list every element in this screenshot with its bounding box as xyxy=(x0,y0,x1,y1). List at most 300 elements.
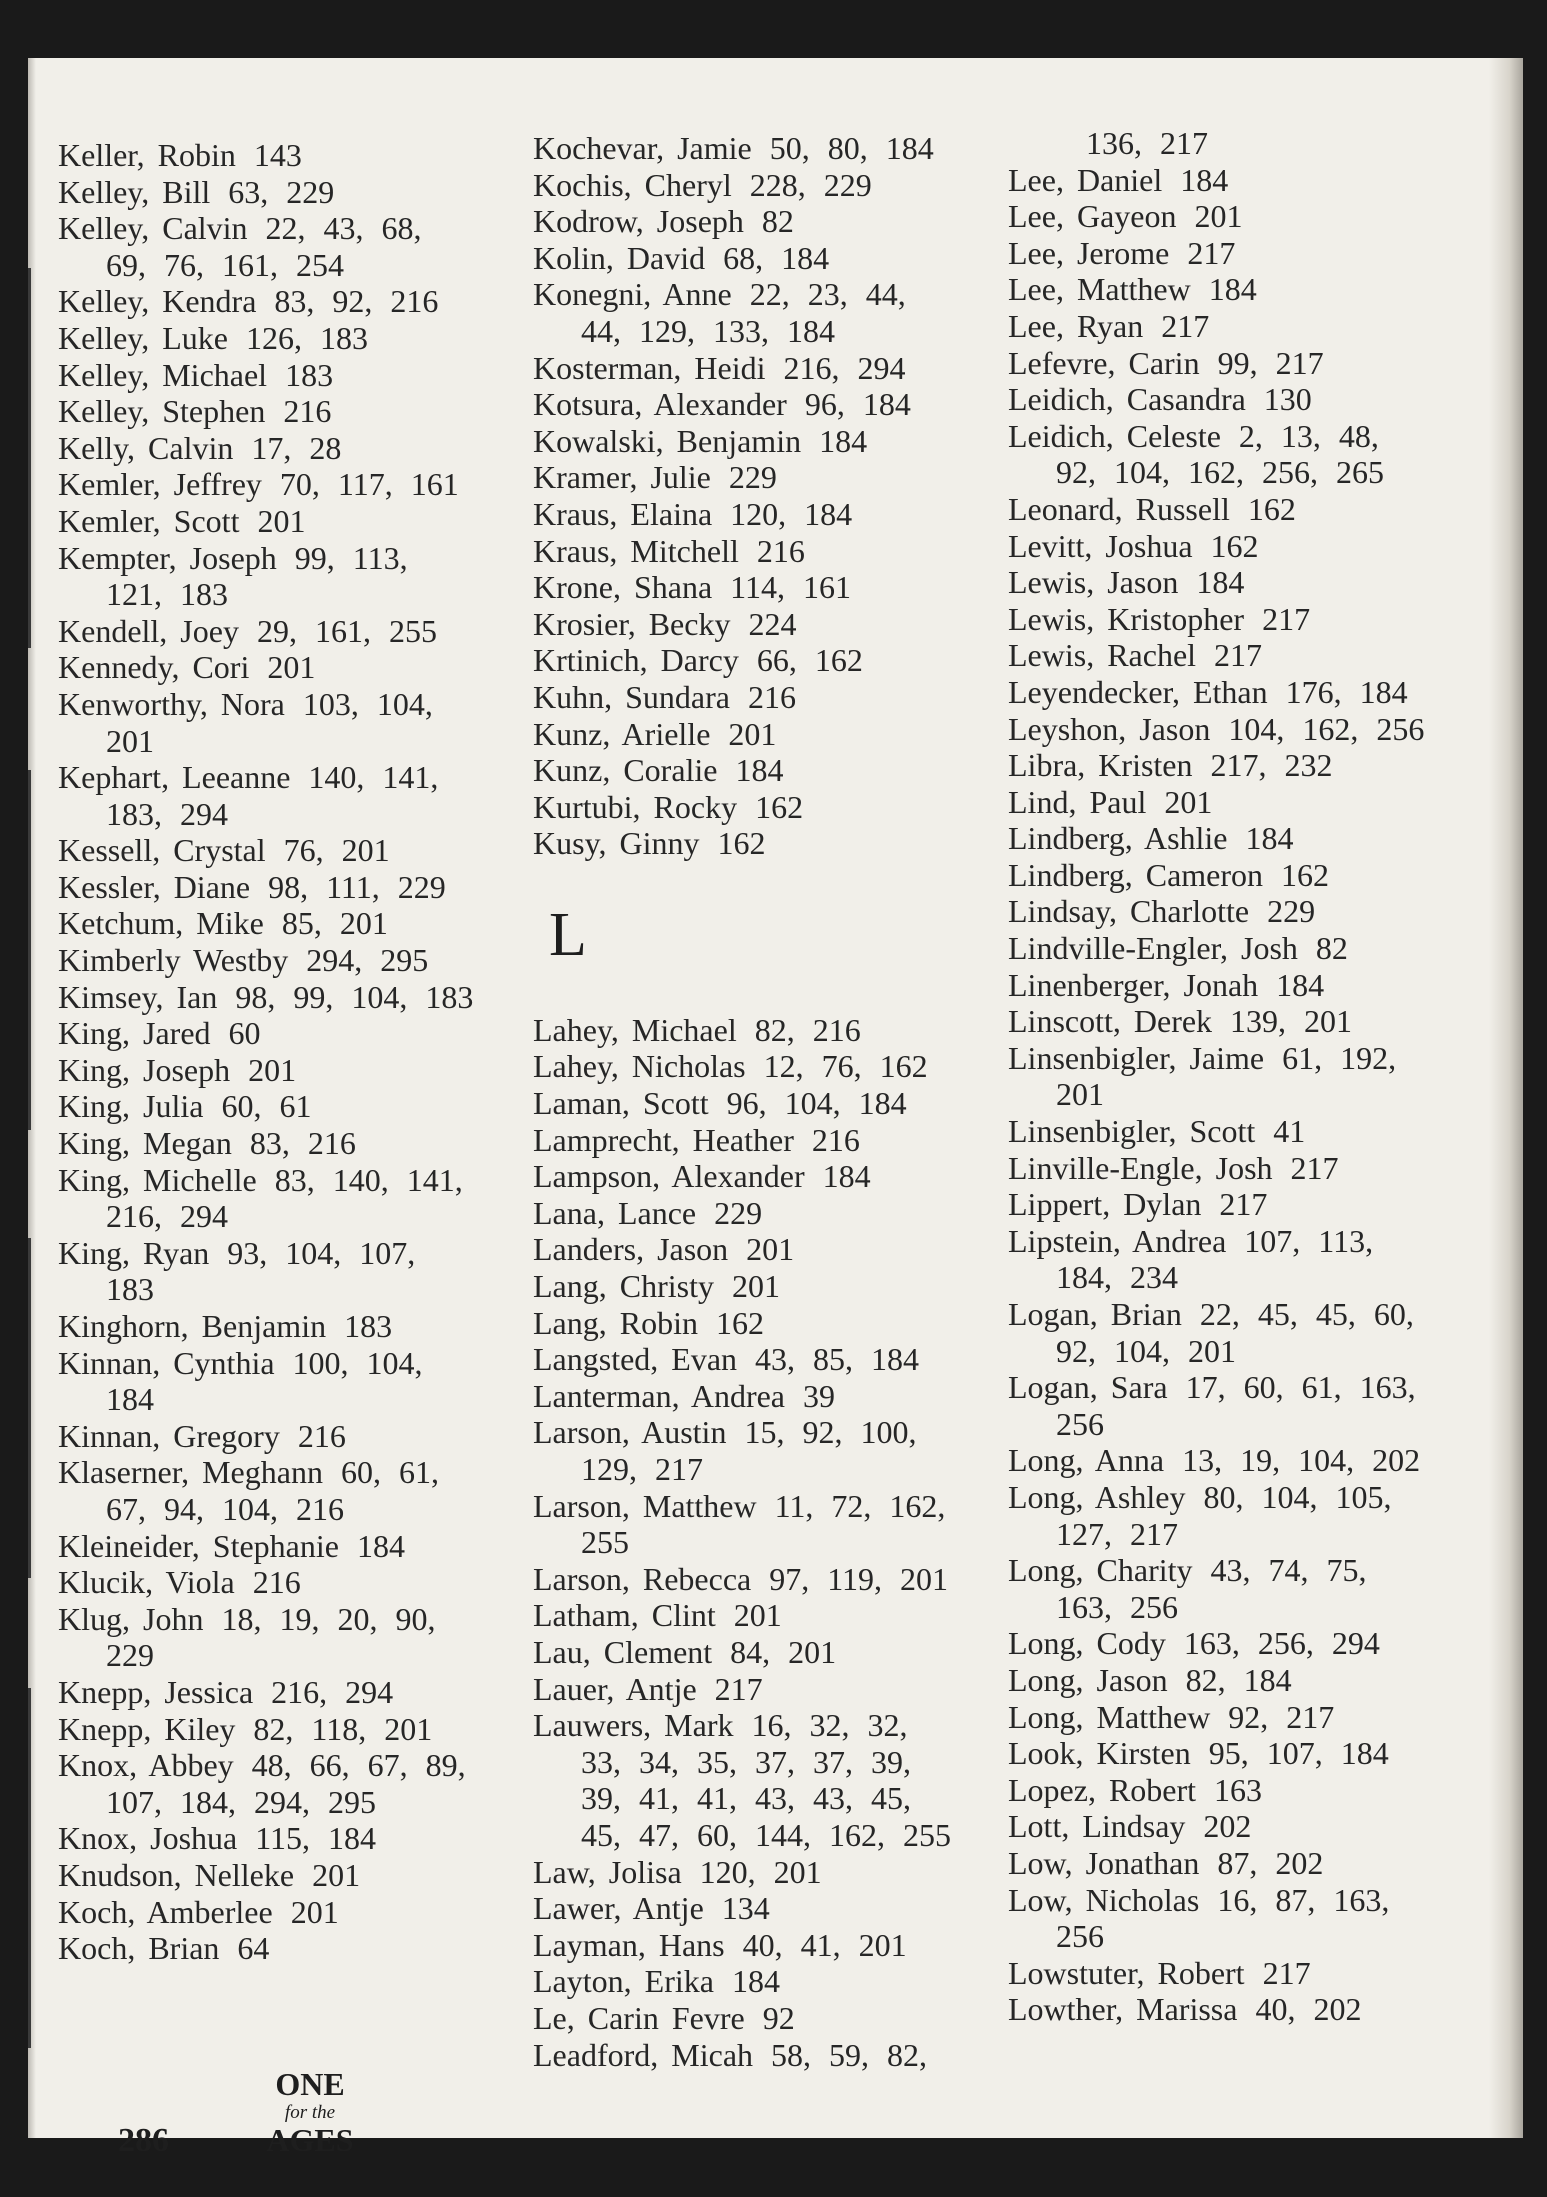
index-entry xyxy=(1008,601,1488,638)
entry-pages: 18, 19, 20, 90, xyxy=(221,1600,436,1637)
entry-name: Krone, Shana xyxy=(533,569,713,606)
index-entry xyxy=(533,825,1013,862)
index-entry xyxy=(533,1048,1013,1085)
entry-pages: 216 xyxy=(756,532,805,569)
entry-name: Lippert, Dylan xyxy=(1008,1186,1202,1223)
entry-name: Kessler, Diane xyxy=(58,868,251,905)
index-entry xyxy=(58,1015,538,1052)
index-entry xyxy=(533,240,1013,277)
entry-name: Libra, Kristen xyxy=(1008,747,1193,784)
entry-pages: 134 xyxy=(721,1890,770,1927)
index-entry xyxy=(533,716,1013,753)
entry-pages: 40, 41, 201 xyxy=(742,1926,907,1963)
index-entry xyxy=(58,174,538,211)
entry-pages: 184 xyxy=(1208,271,1257,308)
index-entry xyxy=(533,1597,1013,1634)
index-entry xyxy=(58,686,538,759)
entry-name: Linville-Engle, Josh xyxy=(1008,1149,1273,1186)
entry-pages: 143 xyxy=(253,137,302,173)
entry-name: Lowstuter, Robert xyxy=(1008,1954,1245,1991)
index-entry xyxy=(533,679,1013,716)
entry-pages-continued: 121, 183 xyxy=(106,576,228,613)
entry-pages: 140, 141, xyxy=(308,759,439,796)
entry-name: Long, Matthew xyxy=(1008,1698,1211,1735)
entry-pages: 64 xyxy=(237,1930,270,1967)
index-entry xyxy=(533,130,1013,167)
index-entry xyxy=(1008,1223,1488,1296)
entry-name: Lee, Daniel xyxy=(1008,161,1163,198)
index-entry xyxy=(58,210,538,283)
index-entry xyxy=(1008,1735,1488,1772)
entry-name: Lewis, Kristopher xyxy=(1008,600,1245,637)
entry-pages-continued: 92, 104, 201 xyxy=(1056,1332,1236,1369)
entry-name: Lindsay, Charlotte xyxy=(1008,893,1250,930)
entry-pages: 217 xyxy=(1290,1149,1339,1186)
index-entry xyxy=(58,1894,538,1931)
entry-pages-continued: 69, 76, 161, 254 xyxy=(106,246,344,283)
entry-name: Lindville-Engler, Josh xyxy=(1008,930,1298,967)
index-entry xyxy=(533,1195,1013,1232)
index-entry xyxy=(533,606,1013,643)
index-entry xyxy=(58,430,538,467)
index-entry xyxy=(1008,198,1488,235)
entry-name: Lahey, Nicholas xyxy=(533,1048,746,1085)
entry-name: Lee, Gayeon xyxy=(1008,198,1177,235)
index-entry xyxy=(533,1890,1013,1927)
entry-pages: 76, 201 xyxy=(283,832,390,869)
entry-name: Knepp, Jessica xyxy=(58,1673,254,1710)
index-entry xyxy=(1008,1040,1488,1113)
entry-name: Lipstein, Andrea xyxy=(1008,1222,1227,1259)
entry-name: Linscott, Derek xyxy=(1008,1003,1213,1040)
index-entry xyxy=(58,1052,538,1089)
entry-pages: 29, 161, 255 xyxy=(256,612,437,649)
entry-pages: 107, 113, xyxy=(1244,1222,1374,1259)
index-entry xyxy=(58,320,538,357)
index-entry xyxy=(58,1711,538,1748)
entry-name: Koch, Brian xyxy=(58,1930,220,1967)
index-entry xyxy=(58,1345,538,1418)
entry-name: King, Joseph xyxy=(58,1051,231,1088)
entry-name: Layton, Erika xyxy=(533,1963,714,2000)
entry-name: Lefevre, Carin xyxy=(1008,344,1200,381)
index-entry xyxy=(1008,930,1488,967)
entry-pages: 201 xyxy=(728,715,777,752)
margin-mark xyxy=(28,1688,31,2048)
index-entry xyxy=(1008,784,1488,821)
entry-name: Kolin, David xyxy=(533,239,706,276)
entry-pages: 84, 201 xyxy=(730,1633,837,1670)
entry-name: Linsenbigler, Jaime xyxy=(1008,1039,1265,1076)
index-entry xyxy=(533,1963,1013,2000)
index-entry xyxy=(533,1305,1013,1342)
entry-pages-continued: 92, 104, 162, 256, 265 xyxy=(1056,454,1384,491)
entry-pages: 83, 216 xyxy=(249,1125,356,1162)
index-entry xyxy=(58,942,538,979)
index-entry xyxy=(533,789,1013,826)
entry-pages: 184 xyxy=(1245,820,1294,857)
entry-pages: 83, 92, 216 xyxy=(274,283,439,320)
entry-name: Kodrow, Joseph xyxy=(533,203,744,240)
entry-name: Lopez, Robert xyxy=(1008,1771,1197,1808)
entry-name: Leonard, Russell xyxy=(1008,490,1230,527)
entry-pages: 11, 72, 162, xyxy=(774,1487,946,1524)
entry-name: Larson, Rebecca xyxy=(533,1560,752,1597)
index-entry xyxy=(533,2000,1013,2037)
index-entry xyxy=(1008,893,1488,930)
entry-pages: 17, 28 xyxy=(251,429,342,466)
entry-name: Low, Nicholas xyxy=(1008,1881,1200,1918)
entry-name: Linenberger, Jonah xyxy=(1008,966,1259,1003)
entry-pages: 16, 87, 163, xyxy=(1217,1881,1390,1918)
entry-name: Larson, Matthew xyxy=(533,1487,757,1524)
entry-name: Kleineider, Stephanie xyxy=(58,1527,339,1564)
entry-pages: 184 xyxy=(731,1963,780,2000)
index-entry xyxy=(533,2037,1013,2074)
entry-pages: 40, 202 xyxy=(1255,1991,1362,2028)
index-entry xyxy=(1008,1625,1488,1662)
index-entry xyxy=(1008,1150,1488,1187)
index-entry xyxy=(58,466,538,503)
entry-name: Logan, Brian xyxy=(1008,1296,1182,1332)
entry-pages: 202 xyxy=(1203,1808,1252,1845)
entry-name: Kunz, Arielle xyxy=(533,715,711,752)
index-entry xyxy=(58,1088,538,1125)
index-entry xyxy=(1008,637,1488,674)
index-entry xyxy=(533,203,1013,240)
entry-pages: 162 xyxy=(1281,856,1330,893)
entry-name: Kosterman, Heidi xyxy=(533,349,766,386)
index-entry xyxy=(1008,711,1488,748)
index-entry xyxy=(533,569,1013,606)
entry-pages: 216 xyxy=(252,1564,301,1601)
index-entry xyxy=(533,386,1013,423)
entry-pages-continued: 201 xyxy=(1056,1076,1104,1113)
entry-pages: 229 xyxy=(1267,893,1316,930)
entry-name: Larson, Austin xyxy=(533,1414,727,1451)
index-entry xyxy=(1008,564,1488,601)
index-entry xyxy=(1008,345,1488,382)
entry-name: Kraus, Elaina xyxy=(533,495,713,532)
entry-name: Look, Kirsten xyxy=(1008,1735,1191,1772)
entry-pages-continued: 129, 217 xyxy=(581,1451,703,1487)
entry-pages: 58, 59, 82, xyxy=(771,2036,928,2073)
entry-pages: 184 xyxy=(1180,161,1229,198)
entry-pages: 50, 80, 184 xyxy=(769,130,934,166)
index-entry xyxy=(58,1930,538,1967)
entry-name: Kraus, Mitchell xyxy=(533,532,739,569)
entry-pages: 201 xyxy=(1164,783,1213,820)
entry-name: Kelley, Bill xyxy=(58,173,211,210)
entry-name: Kunz, Coralie xyxy=(533,752,718,789)
section-letter: L xyxy=(549,900,587,969)
entry-name: Keller, Robin xyxy=(58,137,236,173)
index-entry xyxy=(58,540,538,613)
entry-pages-continued: 256 xyxy=(1056,1918,1104,1955)
index-entry xyxy=(58,1564,538,1601)
index-entry xyxy=(533,1671,1013,1708)
index-entry xyxy=(58,283,538,320)
entry-name: Lindberg, Ashlie xyxy=(1008,820,1228,857)
index-entry xyxy=(58,649,538,686)
index-entry xyxy=(533,1158,1013,1195)
entry-name: Knox, Abbey xyxy=(58,1747,234,1784)
index-entry xyxy=(533,1561,1013,1598)
index-entry xyxy=(533,1122,1013,1159)
entry-pages: 93, 104, 107, xyxy=(227,1234,416,1271)
margin-mark xyxy=(28,1238,31,1578)
entry-name: Leyendecker, Ethan xyxy=(1008,673,1268,710)
entry-name: Lau, Clement xyxy=(533,1633,713,1670)
entry-pages: 68, 184 xyxy=(723,239,830,276)
entry-pages: 100, 104, xyxy=(292,1344,423,1381)
entry-pages: 41 xyxy=(1273,1113,1306,1150)
entry-pages-continued: 229 xyxy=(106,1637,154,1674)
entry-pages: 2, 13, 48, xyxy=(1238,417,1379,454)
index-column-2 xyxy=(533,130,1013,2073)
index-entry xyxy=(1008,1479,1488,1552)
entry-pages: 201 xyxy=(733,1597,782,1634)
entry-pages: 162 xyxy=(1210,527,1259,564)
entry-name: Lowther, Marissa xyxy=(1008,1991,1238,2028)
entry-pages: 104, 162, 256 xyxy=(1228,710,1425,747)
index-entry xyxy=(533,167,1013,204)
entry-name: Kusy, Ginny xyxy=(533,825,700,862)
entry-name: Kochevar, Jamie xyxy=(533,130,752,166)
entry-pages: 201 xyxy=(257,502,306,539)
entry-pages: 99, 113, xyxy=(294,539,408,576)
entry-name: Lang, Robin xyxy=(533,1304,698,1341)
entry-pages: 216 xyxy=(297,1417,346,1454)
entry-pages: 60, 61 xyxy=(221,1088,312,1125)
entry-name: Konegni, Anne xyxy=(533,276,732,313)
entry-name: King, Jared xyxy=(58,1015,211,1052)
entry-pages: 80, 104, 105, xyxy=(1203,1478,1392,1515)
entry-pages: 163, 256, 294 xyxy=(1183,1625,1380,1662)
entry-name: Leyshon, Jason xyxy=(1008,710,1211,747)
entry-name: Lewis, Rachel xyxy=(1008,637,1197,674)
index-column-3 xyxy=(1008,125,1488,2028)
entry-name: Knox, Joshua xyxy=(58,1820,238,1857)
entry-pages: 126, 183 xyxy=(245,319,368,356)
entry-pages: 184 xyxy=(1196,564,1245,601)
entry-pages: 162 xyxy=(755,788,804,825)
entry-pages: 96, 184 xyxy=(804,386,911,423)
entry-name: Kelley, Michael xyxy=(58,356,268,393)
entry-pages: 39 xyxy=(803,1377,835,1414)
entry-name: Ketchum, Mike xyxy=(58,905,264,942)
entry-name: Kimberly Westby xyxy=(58,942,289,979)
index-entry xyxy=(58,1125,538,1162)
entry-name: Landers, Jason xyxy=(533,1231,729,1268)
entry-pages: 217 xyxy=(714,1670,763,1707)
entry-pages: 184 xyxy=(356,1527,405,1564)
index-entry xyxy=(58,1235,538,1308)
entry-pages: 92 xyxy=(762,1999,795,2036)
entry-name: Kephart, Leeanne xyxy=(58,759,291,796)
entry-name: Knudson, Nelleke xyxy=(58,1856,295,1893)
index-entry xyxy=(533,496,1013,533)
entry-pages: 17, 60, 61, 163, xyxy=(1185,1369,1416,1406)
entry-name: Lawer, Antje xyxy=(533,1890,704,1927)
index-entry xyxy=(58,759,538,832)
entry-name: Kinghorn, Benjamin xyxy=(58,1308,327,1344)
entry-pages-continued: 136, 217 xyxy=(1086,125,1208,161)
entry-pages: 97, 119, 201 xyxy=(769,1560,949,1597)
entry-pages: 217 xyxy=(1214,637,1263,674)
entry-pages: 82 xyxy=(1315,930,1348,967)
index-entry xyxy=(58,1528,538,1565)
index-entry xyxy=(58,1454,538,1527)
entry-pages: 13, 19, 104, 202 xyxy=(1182,1442,1421,1479)
index-entry xyxy=(533,1927,1013,1964)
entry-name: Kinnan, Gregory xyxy=(58,1417,280,1454)
entry-pages: 66, 162 xyxy=(756,642,863,679)
entry-name: Lewis, Jason xyxy=(1008,564,1179,601)
entry-name: Laman, Scott xyxy=(533,1085,709,1122)
index-entry xyxy=(1008,271,1488,308)
entry-pages: 216, 294 xyxy=(783,349,906,386)
entry-name: Kendell, Joey xyxy=(58,612,239,649)
index-entry xyxy=(533,1341,1013,1378)
index-entry xyxy=(58,832,538,869)
entry-name: Lindberg, Cameron xyxy=(1008,856,1264,893)
entry-name: Langsted, Evan xyxy=(533,1341,738,1378)
entry-pages-continued: 33, 34, 35, 37, 37, 39, xyxy=(581,1743,911,1780)
entry-name: King, Megan xyxy=(58,1125,232,1162)
entry-name: King, Julia xyxy=(58,1088,204,1125)
index-entry xyxy=(533,1268,1013,1305)
index-entry xyxy=(58,1601,538,1674)
entry-name: Kelly, Calvin xyxy=(58,429,234,466)
entry-name: Kinnan, Cynthia xyxy=(58,1344,275,1381)
entry-pages-continued: 255 xyxy=(581,1524,629,1561)
entry-pages: 130 xyxy=(1263,381,1312,418)
index-entry xyxy=(533,276,1013,349)
entry-name: Knepp, Kiley xyxy=(58,1710,236,1747)
entry-name: Logan, Sara xyxy=(1008,1369,1168,1406)
logo-line-2: for the xyxy=(284,2102,336,2123)
entry-name: Kelley, Calvin xyxy=(58,210,248,247)
entry-pages: 16, 32, 32, xyxy=(751,1707,908,1744)
index-entry xyxy=(1008,1699,1488,1736)
index-entry xyxy=(1008,162,1488,199)
entry-name: Koch, Amberlee xyxy=(58,1893,273,1930)
entry-name: Lampson, Alexander xyxy=(533,1158,805,1195)
entry-name: Lee, Jerome xyxy=(1008,234,1170,271)
index-entry xyxy=(533,1707,1013,1853)
entry-name: Latham, Clint xyxy=(533,1597,716,1634)
entry-pages: 184 xyxy=(1276,966,1325,1003)
index-entry xyxy=(533,1012,1013,1049)
index-page xyxy=(28,58,1523,2159)
entry-name: Kempter, Joseph xyxy=(58,539,277,576)
entry-name: Linsenbigler, Scott xyxy=(1008,1113,1256,1150)
entry-pages: 95, 107, 184 xyxy=(1208,1735,1389,1772)
entry-name: Leadford, Micah xyxy=(533,2036,754,2073)
entry-pages-continued: 183, 294 xyxy=(106,795,228,832)
index-entry xyxy=(533,1378,1013,1415)
index-entry xyxy=(58,979,538,1016)
entry-name: King, Ryan xyxy=(58,1234,210,1271)
index-entry xyxy=(1008,528,1488,565)
index-entry xyxy=(1008,1808,1488,1845)
entry-pages: 82, 216 xyxy=(754,1011,861,1048)
entry-pages: 22, 45, 45, 60, xyxy=(1199,1296,1414,1332)
index-entry xyxy=(1008,491,1488,528)
entry-pages: 85, 201 xyxy=(281,905,388,942)
entry-pages: 22, 43, 68, xyxy=(265,210,422,247)
entry-pages: 162 xyxy=(1247,490,1296,527)
index-entry xyxy=(1008,1772,1488,1809)
entry-name: Krosier, Becky xyxy=(533,605,731,642)
index-entry xyxy=(1008,857,1488,894)
entry-pages: 70, 117, 161 xyxy=(279,466,459,503)
entry-pages: 22, 23, 44, xyxy=(749,276,906,313)
entry-pages: 217 xyxy=(1161,307,1210,344)
index-entry xyxy=(58,137,538,174)
entry-pages: 201 xyxy=(267,649,316,686)
index-entry xyxy=(1008,820,1488,857)
entry-pages: 229 xyxy=(728,459,777,496)
entry-pages: 114, 161 xyxy=(730,569,851,606)
index-entry xyxy=(58,1820,538,1857)
entry-pages-continued: 127, 217 xyxy=(1056,1515,1178,1552)
entry-pages: 184 xyxy=(819,422,868,459)
entry-pages: 162 xyxy=(717,825,766,862)
entry-pages: 139, 201 xyxy=(1230,1003,1353,1040)
logo-line-1: ONE xyxy=(275,2066,345,2102)
logo-line-3: AGES xyxy=(266,2122,354,2158)
entry-name: Kelley, Stephen xyxy=(58,393,266,430)
entry-pages: 82, 184 xyxy=(1185,1661,1292,1698)
entry-pages: 201 xyxy=(746,1231,795,1268)
entry-pages: 61, 192, xyxy=(1282,1039,1397,1076)
entry-pages: 201 xyxy=(312,1856,361,1893)
entry-pages: 183 xyxy=(285,356,334,393)
entry-pages: 92, 217 xyxy=(1228,1698,1335,1735)
index-entry xyxy=(1008,418,1488,491)
entry-pages-continued: 216, 294 xyxy=(106,1198,228,1235)
entry-name: King, Michelle xyxy=(58,1161,257,1198)
entry-pages: 43, 74, 75, xyxy=(1210,1552,1367,1589)
entry-name: Kenworthy, Nora xyxy=(58,685,285,722)
index-entry xyxy=(533,1488,1013,1561)
index-entry xyxy=(58,1674,538,1711)
index-entry xyxy=(58,1418,538,1455)
margin-mark xyxy=(28,770,31,1130)
entry-name: Kennedy, Cori xyxy=(58,649,250,686)
entry-name: Kurtubi, Rocky xyxy=(533,788,738,825)
index-entry xyxy=(1008,381,1488,418)
entry-pages: 201 xyxy=(731,1268,780,1305)
entry-pages: 43, 85, 184 xyxy=(755,1341,920,1378)
entry-pages: 60 xyxy=(228,1015,261,1052)
index-entry xyxy=(533,1854,1013,1891)
index-entry xyxy=(533,1085,1013,1122)
entry-name: Levitt, Joshua xyxy=(1008,527,1193,564)
entry-name: Leidich, Casandra xyxy=(1008,381,1246,418)
index-entry xyxy=(1008,1113,1488,1150)
entry-name: Lott, Lindsay xyxy=(1008,1808,1186,1845)
entry-name: Kemler, Jeffrey xyxy=(58,466,262,503)
index-entry xyxy=(1008,308,1488,345)
entry-pages-continued: 45, 47, 60, 144, 162, 255 xyxy=(581,1816,951,1853)
entry-pages: 115, 184 xyxy=(255,1820,377,1857)
index-entry xyxy=(1008,747,1488,784)
entry-name: Long, Jason xyxy=(1008,1661,1168,1698)
index-entry xyxy=(58,1747,538,1820)
